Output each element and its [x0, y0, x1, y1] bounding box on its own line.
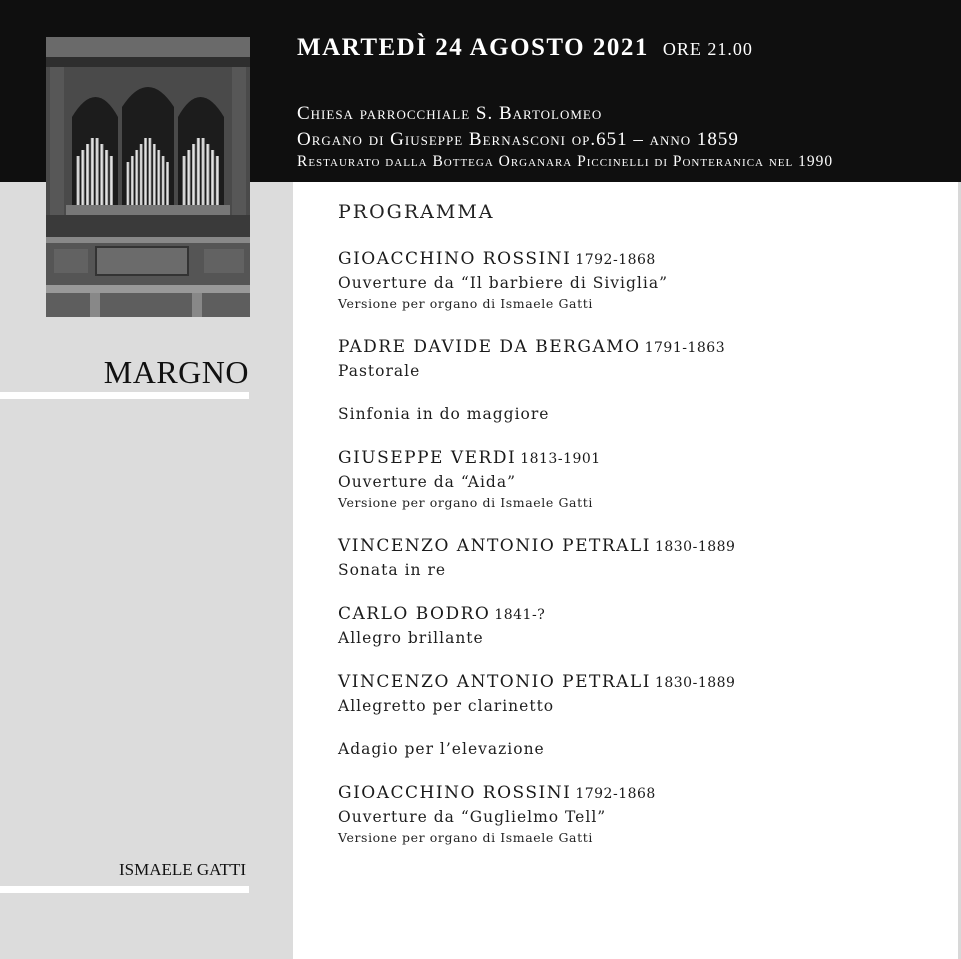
program-entry: [338, 247, 938, 314]
organ-pipe: [105, 150, 108, 205]
composer-name: GIOACCHINO ROSSINI: [338, 249, 572, 269]
program-entry: [338, 335, 938, 382]
composer-name: VINCENZO ANTONIO PETRALI: [338, 536, 651, 556]
organ-pipe: [110, 156, 113, 205]
work-title: Ouverture da “Guglielmo Tell”: [338, 808, 607, 826]
work-title: Ouverture da “Il barbiere di Siviglia”: [338, 274, 669, 292]
event-header: [297, 34, 753, 62]
organ-pipe: [91, 138, 94, 205]
organ-pipe: [77, 156, 80, 205]
program-entries: [338, 247, 938, 848]
composer-dates: 1830-1889: [654, 675, 736, 691]
organ-pipe: [96, 138, 99, 205]
composer-name: PADRE DAVIDE DA BERGAMO: [338, 337, 641, 357]
program-title: PROGRAMMA: [338, 201, 495, 223]
work-title: Adagio per l’elevazione: [338, 740, 545, 758]
work-title: Pastorale: [338, 362, 421, 380]
organ-pipe: [100, 144, 103, 205]
program-list: [338, 201, 938, 869]
organ-pipe: [81, 150, 84, 205]
composer-dates: 1792-1868: [575, 786, 656, 802]
program-entry: [338, 781, 938, 848]
work-title: Allegretto per clarinetto: [338, 697, 555, 715]
organ-pipe: [197, 138, 200, 205]
program-entry: [338, 602, 938, 649]
organ-pipe: [202, 138, 205, 205]
composer-name: GIUSEPPE VERDI: [338, 448, 517, 468]
date-text: MARTEDÌ 24 AGOSTO 2021: [297, 34, 649, 61]
composer-line: [338, 670, 938, 695]
venue-restoration: Restaurato dalla Bottega Organara Piccinelli di Ponteranica nel 1990: [297, 153, 834, 170]
composer-line: [338, 534, 938, 559]
organ-pipe: [131, 156, 134, 205]
composer-dates: 1830-1889: [654, 539, 736, 555]
venue-church: Chiesa parrocchiale S. Bartolomeo: [297, 103, 603, 124]
venue-info: [297, 103, 833, 171]
event-time: ORE 21.00: [662, 39, 753, 59]
place-name: MARGNO: [103, 354, 249, 390]
program-entry: [338, 670, 938, 717]
program-entry: [338, 446, 938, 513]
composer-name: GIOACCHINO ROSSINI: [338, 783, 572, 803]
organ-pipe: [149, 138, 152, 205]
program-entry: [338, 534, 938, 581]
composer-line: [338, 781, 938, 806]
composer-name: CARLO BODRO: [338, 604, 491, 624]
arrangement-note: Versione per organo di Ismaele Gatti: [338, 495, 593, 510]
work-title: Sonata in re: [338, 561, 447, 579]
organ-pipe: [86, 144, 89, 205]
composer-line: [338, 247, 938, 272]
organ-pipe: [166, 162, 169, 205]
organ-pipe: [162, 156, 165, 205]
organ-pipe: [157, 150, 160, 205]
organ-pipe: [144, 138, 147, 205]
organ-pipe: [140, 144, 143, 205]
divider: [0, 392, 249, 399]
composer-dates: 1791-1863: [644, 340, 726, 356]
organ-pipe: [153, 144, 156, 205]
composer-dates: 1792-1868: [575, 252, 656, 268]
arrangement-note: Versione per organo di Ismaele Gatti: [338, 296, 593, 311]
composer-line: [338, 602, 938, 627]
organ-pipe: [183, 156, 186, 205]
work-title: Sinfonia in do maggiore: [338, 405, 550, 423]
organ-pipe: [192, 144, 195, 205]
arrangement-note: Versione per organo di Ismaele Gatti: [338, 830, 593, 845]
event-date: [297, 34, 753, 62]
composer-line: [338, 335, 938, 360]
organ-pipe: [135, 150, 138, 205]
pipe-organ-photo: [46, 37, 250, 317]
organ-pipe: [216, 156, 219, 205]
program-entry: [338, 738, 938, 760]
composer-dates: 1841-?: [494, 607, 546, 623]
work-title: Ouverture da “Aida”: [338, 473, 517, 491]
organ-pipe: [187, 150, 190, 205]
venue-organ: Organo di Giuseppe Bernasconi op.651 – anno 1859: [297, 129, 739, 150]
performer-name: ISMAELE GATTI: [118, 860, 246, 879]
composer-name: VINCENZO ANTONIO PETRALI: [338, 672, 651, 692]
composer-dates: 1813-1901: [520, 451, 601, 467]
composer-line: [338, 446, 938, 471]
work-title: Allegro brillante: [338, 629, 484, 647]
divider: [0, 886, 249, 893]
organ-pipe: [127, 162, 130, 205]
organ-pipe: [211, 150, 214, 205]
program-entry: [338, 403, 938, 425]
organ-pipe: [206, 144, 209, 205]
